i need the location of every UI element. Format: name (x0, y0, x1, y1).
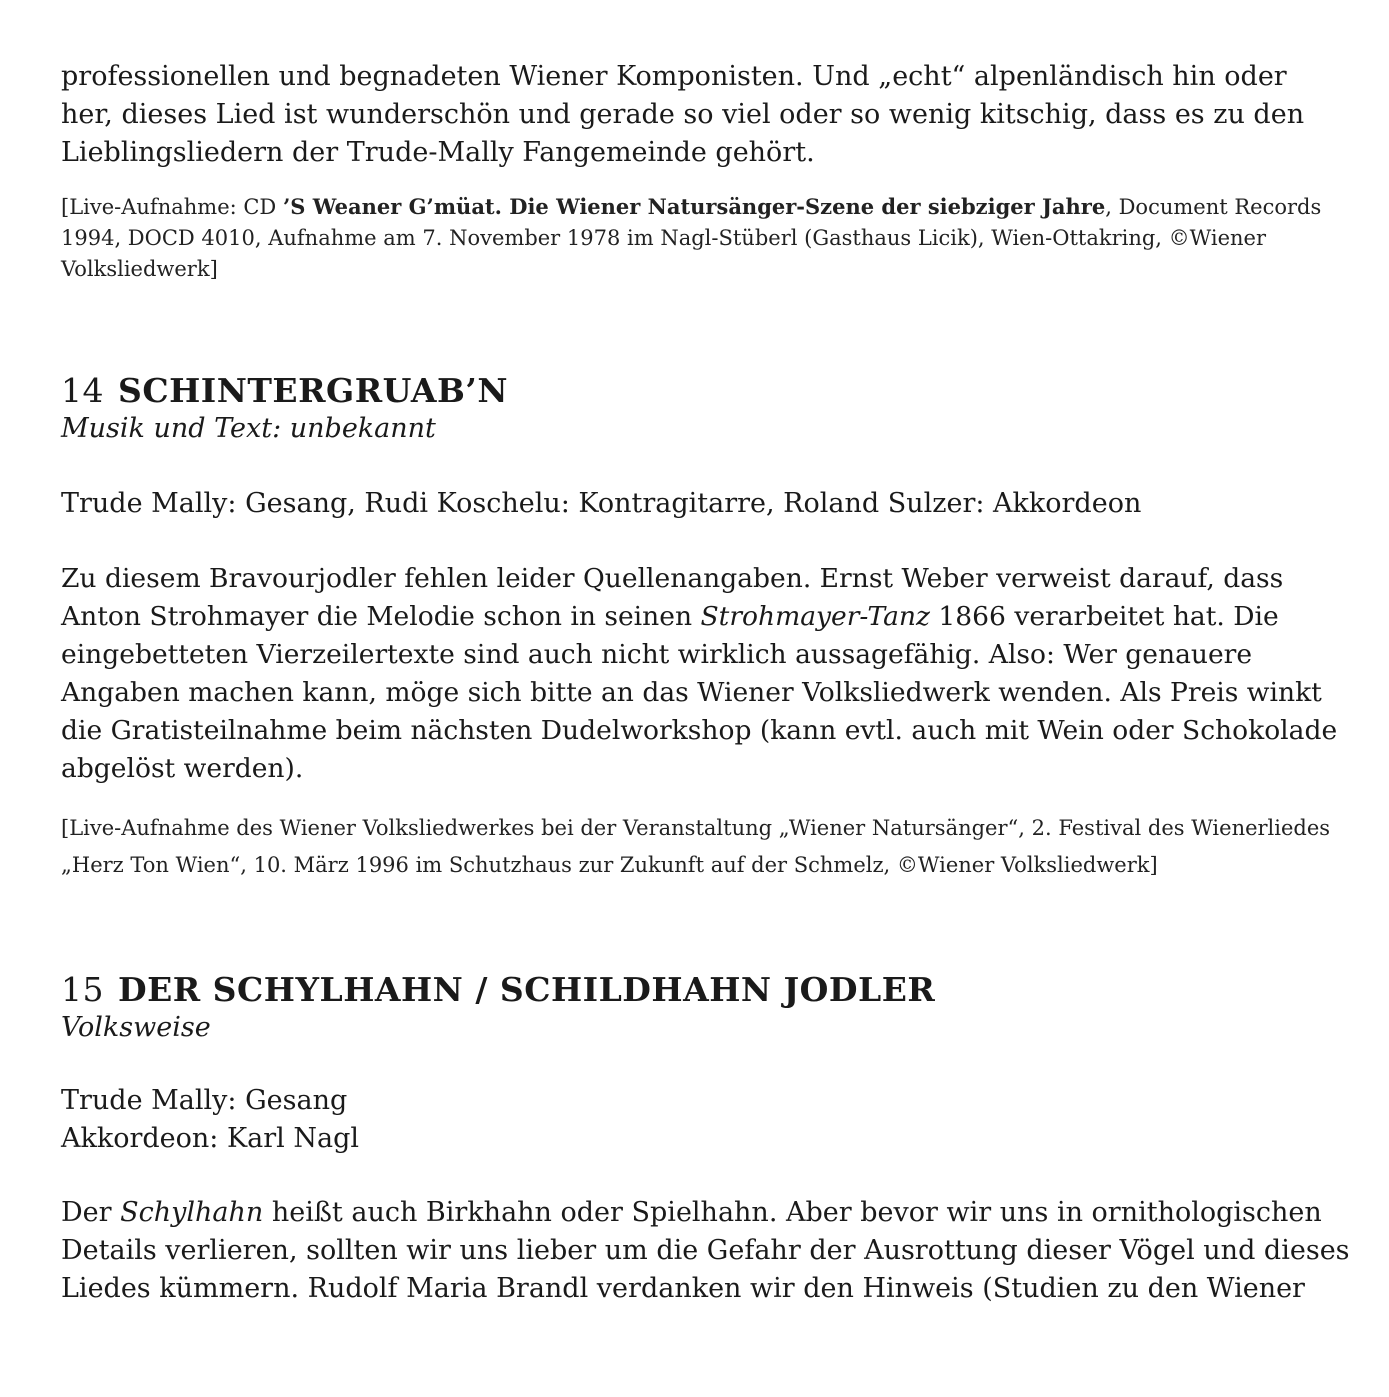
track-heading (61, 371, 1331, 411)
description-line: Liedes kümmern. Rudolf Maria Brandl verdanken wir den Hinweis (Studien zu den Wiener (61, 1273, 1305, 1304)
recording-note-line: 1994, DOCD 4010, Aufnahme am 7. November 1978 im Nagl-Stüberl (Gasthaus Licik), Wien-Ottakring, ©Wiener (61, 226, 1266, 250)
album-title: ’S Weaner G’müat. Die Wiener Natursänger-Szene der siebziger Jahre (282, 194, 1106, 219)
description-line: eingebetteten Vierzeilertexte sind auch nicht wirklich aussagefähig. Also: Wer genauere (61, 639, 1253, 670)
track-title: SCHINTERGRUAB’N (118, 371, 509, 410)
description-line: Zu diesem Bravourjodler fehlen leider Quellenangaben. Ernst Weber verweist darauf, dass (61, 563, 1284, 594)
recording-note-line: Volksliedwerk] (61, 257, 218, 281)
recording-note (61, 191, 1331, 285)
description-line: abgelöst werden). (61, 753, 304, 784)
emphasis: Schylhahn (120, 1197, 264, 1228)
track-credits: Volksweise (61, 1012, 211, 1043)
note-prefix: [Live-Aufnahme: CD (61, 195, 283, 219)
note-rest: , Document Records (1105, 195, 1322, 219)
track-credits: Musik und Text: unbekannt (61, 413, 436, 444)
text-span: Der (61, 1197, 121, 1228)
description-line: Details verlieren, sollten wir uns lieber um die Gefahr der Ausrottung dieser Vögel und dieses (61, 1235, 1350, 1266)
track-description (61, 1194, 1350, 1308)
text-span: Anton Strohmayer die Melodie schon in seinen (61, 601, 701, 632)
track-description (61, 560, 1338, 788)
recording-note (61, 810, 1331, 884)
recording-note-line (61, 191, 1331, 223)
track-number: 15 (61, 970, 104, 1009)
track-performers (61, 1082, 1331, 1158)
track-heading (61, 970, 1331, 1010)
track-performers: Trude Mally: Gesang, Rudi Koschelu: Kontragitarre, Roland Sulzer: Akkordeon (61, 488, 1142, 519)
intro-line: professionellen und begnadeten Wiener Komponisten. Und „echt“ alpenländisch hin oder (61, 61, 1287, 92)
description-line (61, 1194, 1331, 1232)
description-line (61, 598, 1331, 636)
performer-line: Akkordeon: Karl Nagl (61, 1123, 360, 1154)
recording-note-line: [Live-Aufnahme des Wiener Volksliedwerkes bei der Veranstaltung „Wiener Natursänger“, 2. Festival des Wienerliedes (61, 816, 1331, 840)
description-line: die Gratisteilnahme beim nächsten Dudelworkshop (kann evtl. auch mit Wein oder Schokolade (61, 715, 1338, 746)
intro-line: Lieblingsliedern der Trude-Mally Fangemeinde gehört. (61, 137, 815, 168)
track-title: DER SCHYLHAHN / SCHILDHAHN JODLER (118, 970, 936, 1009)
text-span: 1866 verarbeitet hat. Die (929, 601, 1279, 632)
intro-line: her, dieses Lied ist wunderschön und gerade so viel oder so wenig kitschig, dass es zu den (61, 99, 1305, 130)
performer-line: Trude Mally: Gesang (61, 1085, 348, 1116)
emphasis: Strohmayer-Tanz (700, 601, 930, 632)
document-page (61, 58, 1350, 1308)
track-number: 14 (61, 371, 104, 410)
intro-paragraph (61, 58, 1331, 172)
description-line: Angaben machen kann, möge sich bitte an das Wiener Volksliedwerk wenden. Als Preis winkt (61, 677, 1322, 708)
text-span: heißt auch Birkhahn oder Spielhahn. Aber bevor wir uns in ornithologischen (263, 1197, 1322, 1228)
recording-note-line: „Herz Ton Wien“, 10. März 1996 im Schutzhaus zur Zukunft auf der Schmelz, ©Wiener Volksliedwerk] (61, 853, 1158, 877)
